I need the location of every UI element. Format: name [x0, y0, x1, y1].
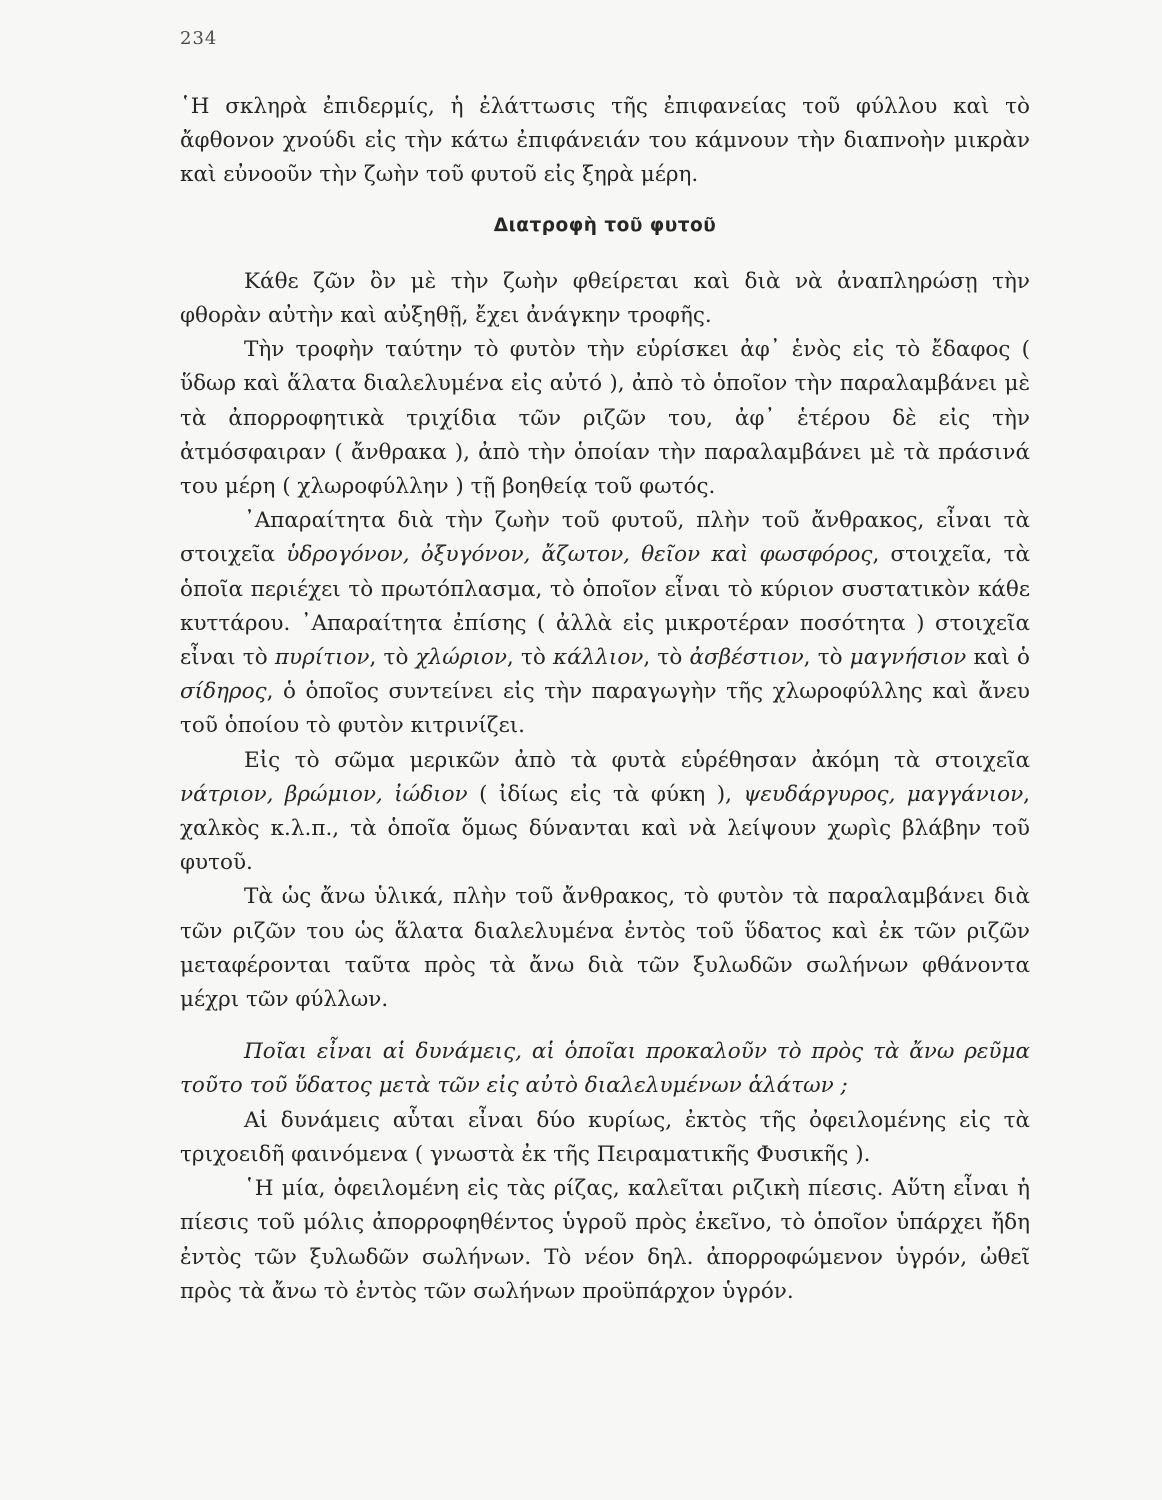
text-run: , χαλκὸς κ.λ.π., τὰ ὁποῖα ὅμως δύνανται καὶ νὰ λείψουν χωρὶς βλάβην τοῦ φυτοῦ.	[180, 781, 1030, 876]
text-run: Εἰς τὸ σῶμα μερικῶν ἀπὸ τὰ φυτὰ εὑρέθησαν ἀκόμη τὰ στοιχεῖα	[244, 747, 1030, 773]
paragraph-root-pressure: ῾Η μία, ὀφειλομένη εἰς τὰς ρίζας, καλεῖται ριζικὴ πίεσις. Αὕτη εἶναι ἡ πίεσις τοῦ μόλις ἀπορροφηθέντος ὑγροῦ πρὸς ἐκεῖνο, τὸ ὁποῖον ὑπάρχει ἤδη ἐντὸς τῶν ξυλωδῶν σωλήνων. Τὸ νέον δηλ. ἀπορροφώμενον ὑγρόν, ὠθεῖ πρὸς τὰ ἄνω τὸ ἐντὸς τῶν σωλήνων προϋπάρχον ὑγρόν.	[180, 1176, 1030, 1304]
page-number: 234	[180, 28, 218, 49]
italic-element: κάλλιον	[553, 645, 644, 671]
text-run: , στοιχεῖα, τὰ ὁποῖα περιέχει τὸ πρωτόπλασμα, τὸ ὁποῖον εἶναι τὸ κύριον συστατικὸν κάθε κυττάρου. ᾿Απαραίτητα ἐπίσης ( ἀλλὰ εἰς μικροτέραν ποσότητα ) στοιχεῖα εἶναι τὸ	[180, 542, 1030, 671]
italic-element: σίδηρος	[180, 679, 267, 705]
paragraph-nutrition-need: Κάθε ζῶν ὂν μὲ τὴν ζωὴν φθείρεται καὶ διὰ νὰ ἀναπληρώσῃ τὴν φθορὰν αὐτὴν καὶ αὐξηθῇ, ἔχει ἀνάγκην τροφῆς.	[180, 268, 1030, 329]
text-run: , τὸ	[643, 645, 690, 671]
spacer	[180, 1017, 1030, 1035]
italic-element: ἀσβέστιον	[689, 645, 804, 671]
text-run: ᾿Απαραίτητα διὰ τὴν ζωὴν τοῦ φυτοῦ, πλὴν τοῦ ἄνθρακος, εἶναι τὰ στοιχεῖα	[180, 508, 1030, 568]
question-paragraph: Ποῖαι εἶναι αἱ δυνάμεις, αἱ ὁποῖαι προκαλοῦν τὸ πρὸς τὰ ἄνω ρεῦμα τοῦτο τοῦ ὕδατος μετὰ τῶν εἰς αὐτὸ διαλελυμένων ἁλάτων ;	[180, 1039, 1030, 1099]
paragraph-trace-elements	[180, 744, 1030, 881]
italic-element: χλώριον	[415, 645, 507, 671]
paragraph-food-sources: Τὴν τροφὴν ταύτην τὸ φυτὸν τὴν εὑρίσκει ἀφ᾽ ἑνὸς εἰς τὸ ἔδαφος ( ὕδωρ καὶ ἅλατα διαλελυμένα εἰς αὐτό ), ἀπὸ τὸ ὁποῖον τὴν παραλαμβάνει μὲ τὰ ἀπορροφητικὰ τριχίδια τῶν ριζῶν του, ἀφ᾽ ἑτέρου δὲ εἰς τὴν ἀτμόσφαιραν ( ἄνθρακα ), ἀπὸ τὴν ὁποίαν τὴν παραλαμβάνει μὲ τὰ πράσινά του μέρη ( χλωροφύλλην ) τῇ βοηθείᾳ τοῦ φωτός.	[180, 337, 1030, 500]
italic-elements: ψευδάργυρος, μαγγάνιον	[743, 781, 1024, 807]
text-run: , τὸ	[506, 645, 554, 671]
italic-element: μαγνήσιον	[849, 645, 967, 671]
text-run: καὶ ὁ	[966, 645, 1030, 671]
text-run: , ὁ ὁποῖος συντείνει εἰς τὴν παραγωγὴν τῆς χλωροφύλλης καὶ ἄνευ τοῦ ὁποίου τὸ φυτὸν κιτρινίζει.	[180, 679, 1030, 739]
section-heading: Διατροφὴ τοῦ φυτοῦ	[493, 214, 717, 236]
body-text	[180, 90, 1030, 1309]
paragraph-essential-elements	[180, 504, 1030, 743]
text-run: ( ἰδίως εἰς τὰ φύκη ),	[467, 781, 744, 807]
italic-elements: ὑδρογόνον, ὀξυγόνον, ἄζωτον, θεῖον καὶ φωσφόρος	[286, 542, 873, 568]
text-run: , τὸ	[369, 645, 416, 671]
italic-element: πυρίτιον	[274, 645, 370, 671]
text-run: , τὸ	[803, 645, 850, 671]
paragraph-leaf-features: ῾Η σκληρὰ ἐπιδερμίς, ἡ ἐλάττωσις τῆς ἐπιφανείας τοῦ φύλλου καὶ τὸ ἄφθονον χνούδι εἰς τὴν κάτω ἐπιφάνειάν του κάμνουν τὴν διαπνοὴν μικρὰν καὶ εὐνοοῦν τὴν ζωὴν τοῦ φυτοῦ εἰς ξηρὰ μέρη.	[180, 94, 1030, 188]
paragraph-forces: Αἱ δυνάμεις αὗται εἶναι δύο κυρίως, ἐκτὸς τῆς ὀφειλομένης εἰς τὰ τριχοειδῆ φαινόμενα ( γνωστὰ ἐκ τῆς Πειραματικῆς Φυσικῆς ).	[180, 1107, 1030, 1167]
paragraph-transport: Τὰ ὡς ἄνω ὑλικά, πλὴν τοῦ ἄνθρακος, τὸ φυτὸν τὰ παραλαμβάνει διὰ τῶν ριζῶν του ὡς ἅλατα διαλελυμένα ἐντὸς τοῦ ὕδατος καὶ ἐκ τῶν ριζῶν μεταφέρονται ταῦτα πρὸς τὰ ἄνω διὰ τῶν ξυλωδῶν σωλήνων φθάνοντα μέχρι τῶν φύλλων.	[180, 884, 1030, 1013]
italic-elements: νάτριον, βρώμιον, ἰώδιον	[180, 781, 468, 807]
